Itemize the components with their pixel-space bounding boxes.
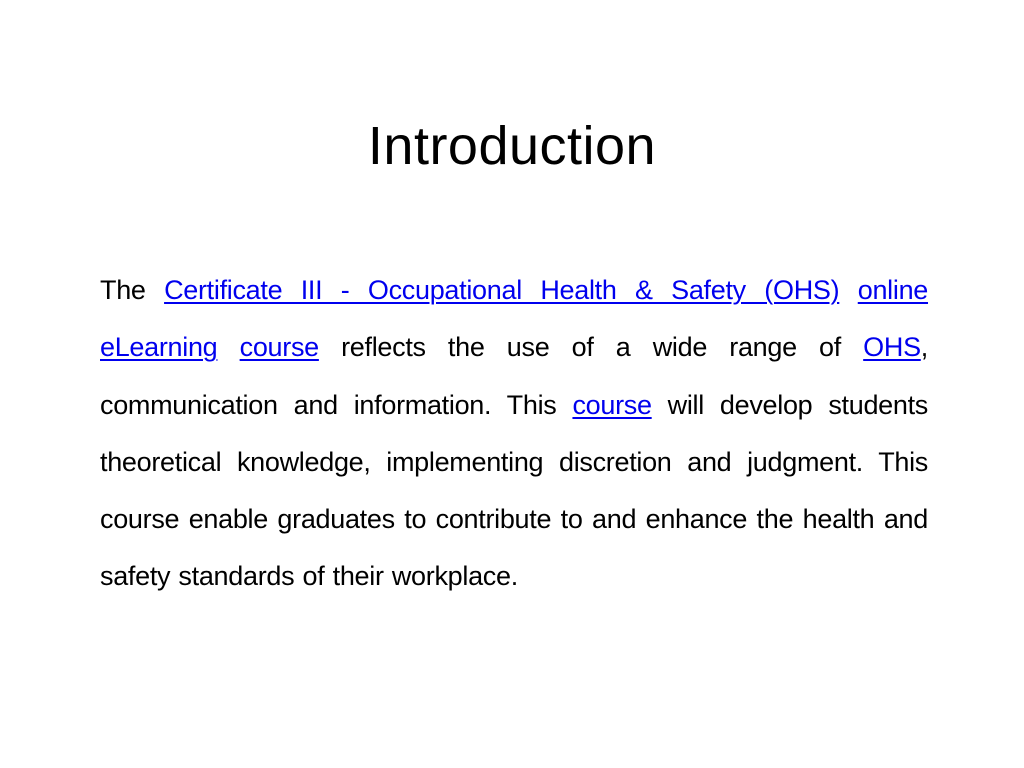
body-text: will develop students theoretical knowledge, implementing discretion and judgment. This course enable graduates to contribute to and enhance the health and safety standards of their workplace. (100, 389, 928, 592)
body-text (217, 332, 239, 362)
link-online[interactable]: online (857, 275, 929, 305)
body-text: reflects the use of a wide range of (318, 332, 864, 363)
body-text (839, 275, 857, 305)
link-certificate-iii-ohs[interactable]: Certificate III - Occupational Health & Safety (OHS) (164, 275, 840, 305)
body-text: , communication and information. This (100, 332, 928, 420)
link-course[interactable]: course (239, 332, 319, 363)
slide-body-paragraph (100, 262, 928, 606)
link-course-2[interactable]: course (572, 389, 652, 420)
slide-title: Introduction (367, 116, 657, 176)
link-ohs[interactable]: OHS (863, 332, 921, 363)
body-text: The (100, 275, 165, 305)
link-elearning[interactable]: eLearning (100, 332, 218, 363)
